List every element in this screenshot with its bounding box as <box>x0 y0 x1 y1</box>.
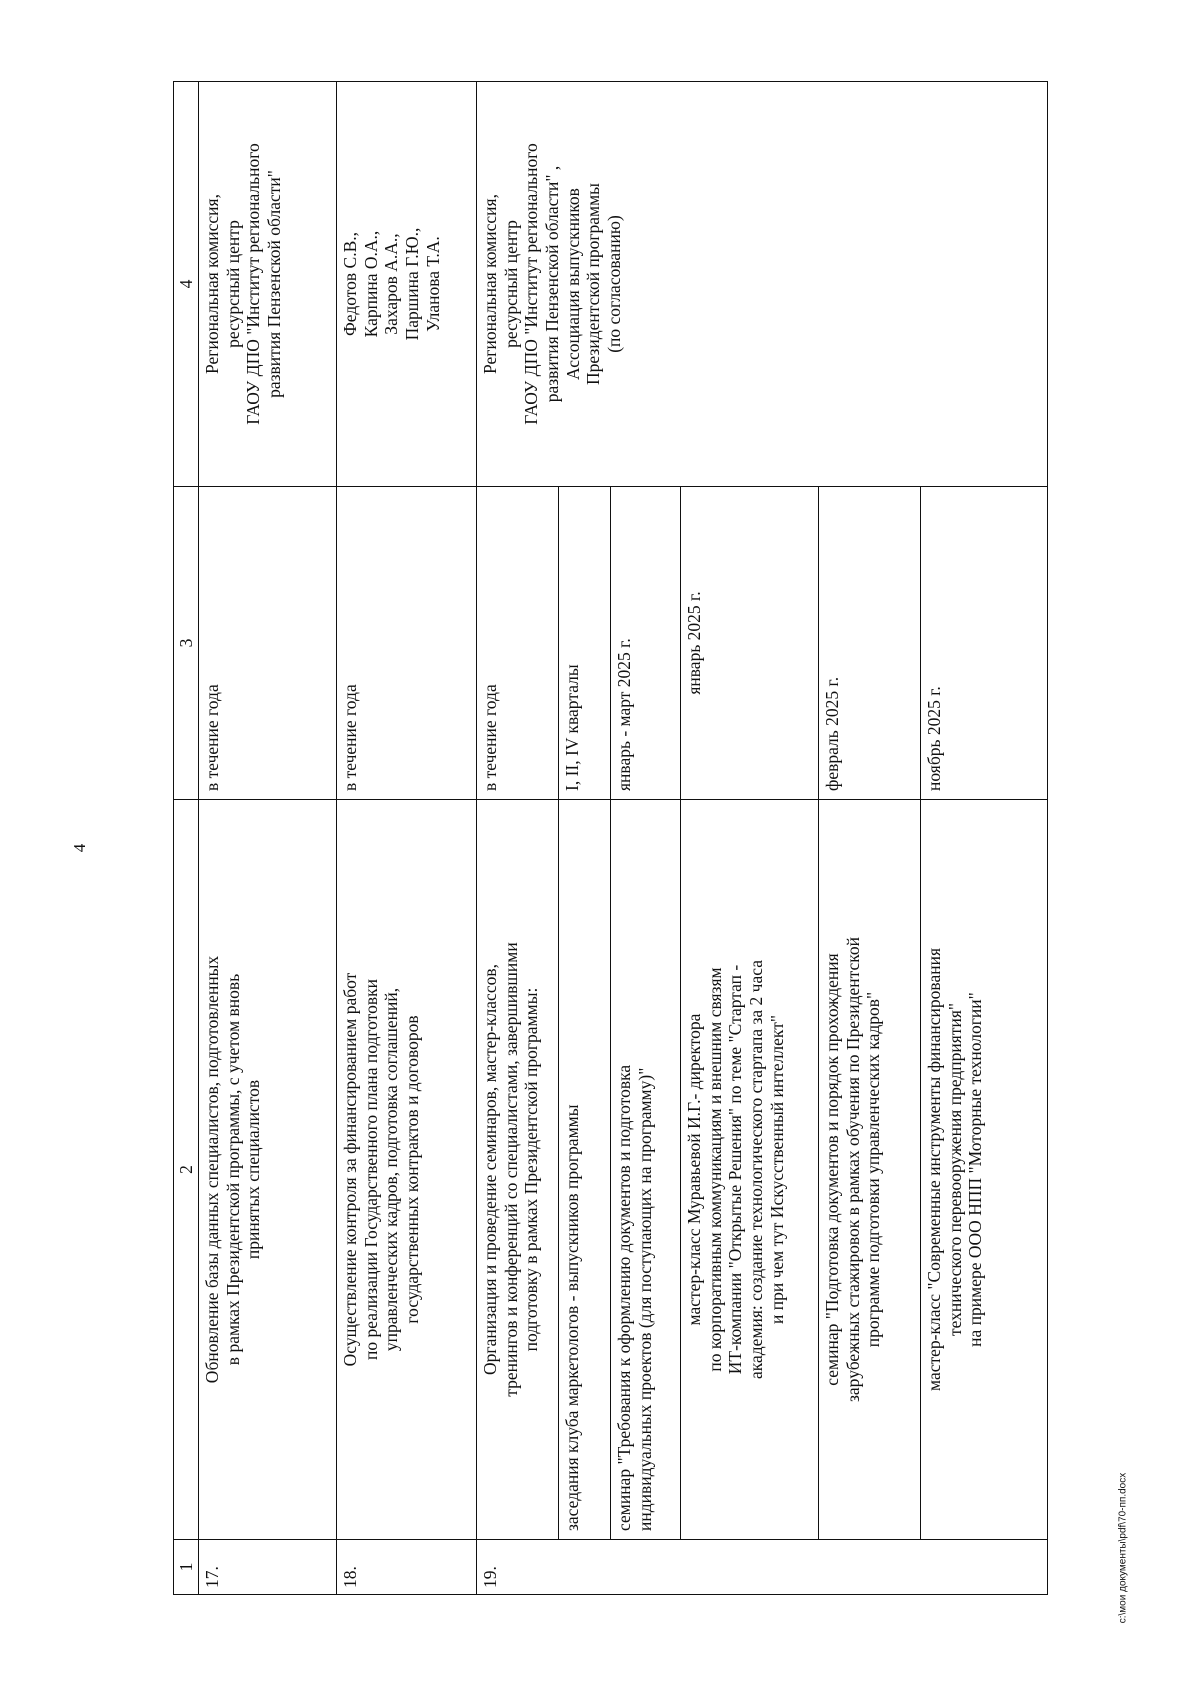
responsible-line: Карпина О.А., <box>360 230 381 338</box>
header-col-2: 2 <box>174 800 199 1540</box>
plan-table <box>173 81 1048 1595</box>
activity-cell <box>199 800 337 1540</box>
responsible-line: Федотов С.В., <box>340 231 360 337</box>
activity-line: мастер-класс "Современные инструменты финансирования <box>924 948 944 1392</box>
footer-file-path: c:\мои документы\pdf\70-пп.docx <box>1117 1472 1129 1624</box>
activity-cell <box>559 800 611 1540</box>
activity-cell <box>681 800 819 1540</box>
activity-line: в рамках Президентской программы, с учетом вновь <box>222 973 243 1366</box>
activity-line: семинар "Требования к оформлению документов и подготовка <box>614 1064 634 1531</box>
responsible-cell <box>199 82 337 487</box>
activity-cell <box>611 800 681 1540</box>
row-number: 17. <box>199 1540 337 1595</box>
term-cell: январь - март 2025 г. <box>611 487 681 800</box>
activity-line: мастер-класс Муравьевой И.Г.- директора <box>684 1013 704 1326</box>
responsible-cell <box>337 82 477 487</box>
activity-line: по реализации Государственного плана подготовки <box>360 979 381 1360</box>
activity-line: заседания клуба маркетологов - выпускников программы <box>562 1104 582 1531</box>
activity-line: управленческих кадров, подготовка соглашений, <box>381 987 402 1352</box>
table-row <box>337 82 477 1595</box>
activity-line: индивидуальных проектов (для поступающих на программу)" <box>634 1067 655 1531</box>
responsible-line: Паршина Г.Ю., <box>401 227 422 341</box>
responsible-line: ресурсный центр <box>500 220 521 348</box>
activity-line: академия: создание технологического стартапа за 2 часа <box>745 960 766 1379</box>
activity-line: технического перевооружения предприятия" <box>944 1002 965 1337</box>
term-cell: ноябрь 2025 г. <box>921 487 1048 800</box>
activity-line: по корпоративным коммуникациям и внешним связям <box>704 967 725 1372</box>
activity-line: Осуществление контроля за финансированием работ <box>340 972 360 1367</box>
activity-line: Обновление базы данных специалистов, подготовленных <box>202 955 222 1384</box>
responsible-line: развития Пензенской области" , <box>541 165 562 403</box>
activity-line: и при чем тут Искусственный интеллект" <box>766 1015 787 1324</box>
activity-line: зарубежных стажировок в рамках обучения по Президентской <box>842 937 863 1402</box>
term-cell: в течение года <box>337 487 477 800</box>
responsible-cell <box>477 82 1048 487</box>
activity-line: семинар "Подготовка документов и порядок прохождения <box>822 953 842 1386</box>
responsible-line: Уланова Т.А. <box>422 236 443 332</box>
responsible-line: Ассоциация выпускников <box>562 188 583 380</box>
term-cell: I, II, IV кварталы <box>559 487 611 800</box>
activity-line: тренингов и конференций со специалистами, завершившими <box>500 942 521 1397</box>
term-cell: январь 2025 г. <box>681 487 819 800</box>
responsible-line: Региональная комиссия, <box>202 194 222 374</box>
responsible-line: развития Пензенской области" <box>263 170 284 398</box>
row-number: 19. <box>477 1540 1048 1595</box>
term-cell: февраль 2025 г. <box>819 487 921 800</box>
header-col-4: 4 <box>174 82 199 487</box>
activity-line: подготовку в рамках Президентской программы: <box>521 987 542 1352</box>
responsible-line: ГАОУ ДПО "Институт регионального <box>521 143 542 425</box>
activity-cell <box>477 800 559 1540</box>
activity-line: ИТ-компании "Открытые Решения" по теме "Стартап - <box>725 964 746 1375</box>
header-row <box>174 82 199 1595</box>
responsible-line: ГАОУ ДПО "Институт регионального <box>243 143 264 425</box>
activity-cell <box>337 800 477 1540</box>
responsible-line: Захаров А.А., <box>381 233 402 335</box>
term-cell: в течение года <box>199 487 337 800</box>
row-number: 18. <box>337 1540 477 1595</box>
activity-line: Организация и проведение семинаров, мастер-классов, <box>480 964 500 1375</box>
table-row <box>199 82 337 1595</box>
activity-line: принятых специалистов <box>243 1079 264 1260</box>
responsible-line: Региональная комиссия, <box>480 194 500 374</box>
page-number: 4 <box>70 843 89 853</box>
activity-cell <box>921 800 1048 1540</box>
activity-line: государственных контрактов и договоров <box>401 1015 422 1324</box>
rotated-table-sheet <box>173 82 1048 1595</box>
activity-line: программе подготовки управленческих кадров" <box>863 991 884 1348</box>
activity-line: на примере ООО НПП "Моторные технологии" <box>965 992 986 1347</box>
table-row <box>477 82 559 1595</box>
term-cell: в течение года <box>477 487 559 800</box>
responsible-line: ресурсный центр <box>222 220 243 348</box>
responsible-line: (по согласованию) <box>603 215 624 353</box>
header-col-1: 1 <box>174 1540 199 1595</box>
activity-cell <box>819 800 921 1540</box>
responsible-line: Президентской программы <box>583 183 604 385</box>
header-col-3: 3 <box>174 487 199 800</box>
